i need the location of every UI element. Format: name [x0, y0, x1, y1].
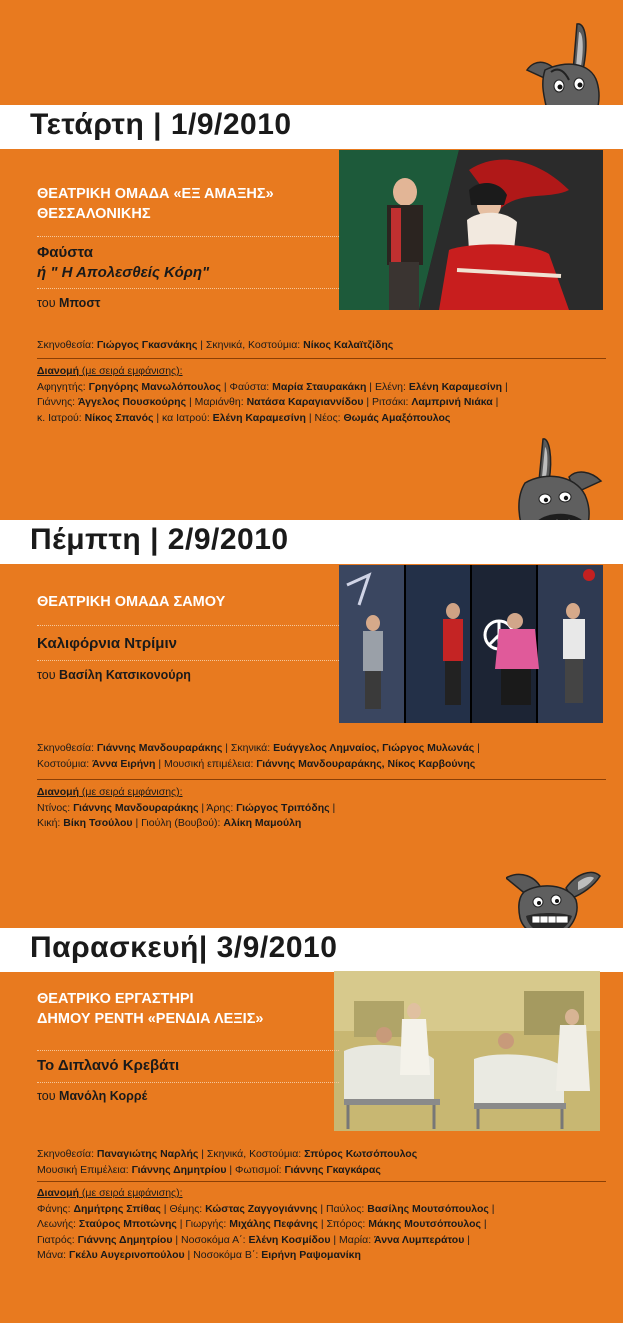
author-prefix: του — [37, 296, 56, 310]
cast-separator: | — [329, 801, 336, 814]
cast-actor: Βίκη Τσούλου — [63, 817, 133, 829]
cast-role: | Μαριάνθη: — [186, 396, 247, 408]
credits — [37, 1147, 417, 1178]
cast-title: Διανομή — [37, 786, 80, 798]
event-date: Τετάρτη | 1/9/2010 — [30, 108, 292, 141]
cast-line — [37, 1233, 495, 1249]
cast-role: Γιάννης: — [37, 396, 78, 408]
author-prefix: του — [37, 668, 56, 682]
cast-separator: | — [480, 1218, 487, 1230]
credit-person: Άννα Ειρήνη — [92, 757, 156, 770]
credit-person: Γιώργος Γκασνάκης — [96, 339, 198, 351]
cast-actor: Λαμπρινή Νιάκα — [411, 396, 493, 408]
cast-heading — [37, 1186, 495, 1202]
troupe-line: ΘΕΑΤΡΙΚΗ ΟΜΑΔΑ «ΕΞ ΑΜΑΞΗΣ» — [37, 186, 274, 202]
cast-role: Λεωνής: — [37, 1218, 79, 1230]
play-name: Φαύστα — [37, 244, 94, 261]
cast-title: Διανομή — [37, 365, 80, 377]
author-name: Μανόλη Κορρέ — [59, 1089, 148, 1103]
cast-actor: Άννα Λυμπεράτου — [374, 1233, 465, 1246]
date-bar — [0, 928, 623, 972]
credit-role: | Μουσική επιμέλεια: — [155, 757, 257, 770]
play-name: Το Διπλανό Κρεβάτι — [37, 1057, 180, 1074]
cast-line — [37, 1217, 495, 1233]
credit-role: Μουσική Επιμέλεια: — [37, 1163, 132, 1176]
credit-role: Κοστούμια: — [37, 757, 93, 770]
cast-role: Αφηγητής: — [37, 380, 89, 393]
cast-role: Κική: — [37, 817, 64, 829]
credit-separator: | — [474, 742, 480, 754]
cast-actor: Μαρία Σταυρακάκη — [272, 380, 367, 393]
cast-role: | Μαρία: — [330, 1233, 375, 1246]
cast-role: Μάνα: — [37, 1249, 69, 1261]
cast-role: | Ριτσάκι: — [363, 396, 412, 408]
cast-note: (με σειρά εμφάνισης): — [79, 786, 183, 798]
credit-line — [37, 1163, 417, 1179]
troupe-name — [37, 989, 263, 1029]
cast-line — [37, 1202, 495, 1218]
play-name: Καλιφόρνια Ντρίμιν — [37, 635, 177, 652]
troupe-line: ΘΕΣΣΑΛΟΝΙΚΗΣ — [37, 206, 151, 222]
author-line — [37, 1089, 147, 1103]
cast-role: | κα Ιατρού: — [153, 411, 213, 424]
cast-actor: Ελένη Κοσμίδου — [248, 1233, 331, 1246]
cast-line — [37, 1248, 495, 1264]
cast-actor: Γρηγόρης Μανωλόπουλος — [88, 380, 221, 393]
credit-role: | Σκηνικά, Κοστούμια: — [197, 339, 304, 351]
cast-actor: Γιάννης Δημητρίου — [77, 1233, 173, 1246]
cast-actor: Γιάννης Μανδουραράκης — [73, 801, 199, 814]
cast-actor: Μάκης Μουτσόπουλος — [368, 1218, 481, 1230]
cast-actor: Νίκος Σπανός — [84, 411, 154, 424]
cast-separator: | — [488, 1202, 495, 1215]
play-subtitle: ή " Η Απολεσθείς Κόρη" — [37, 264, 210, 281]
cast-actor: Ελένη Καραμεσίνη — [212, 411, 306, 424]
credit-person: Νίκος Καλαϊτζίδης — [303, 339, 394, 351]
cast-actor: Μιχάλης Πεφάνης — [229, 1218, 318, 1230]
cast-role: | Θέμης: — [160, 1202, 206, 1215]
divider — [37, 1082, 339, 1083]
cast-actor: Βασίλης Μουτσόπουλος — [367, 1202, 489, 1215]
troupe-line: ΘΕΑΤΡΙΚΟ ΕΡΓΑΣΤΗΡΙ — [37, 991, 194, 1007]
credit-role: | Φωτισμοί: — [226, 1163, 285, 1176]
cast-title: Διανομή — [37, 1187, 80, 1199]
credit-person: Γιάννης Μανδουραράκης, Νίκος Καρβούνης — [256, 757, 476, 770]
cast-separator: | — [464, 1233, 470, 1246]
cast-role: | Φαύστα: — [221, 380, 273, 393]
cast-actor: Κώστας Ζαγγογιάννης — [205, 1202, 318, 1215]
cast-role: Φάνης: — [37, 1202, 74, 1215]
cast-role: | Νοσοκόμα Α΄: — [172, 1233, 249, 1246]
credit-role: | Σκηνικά: — [222, 742, 274, 754]
credit-person: Γιάννης Μανδουραράκης — [96, 742, 223, 754]
credit-person: Σπύρος Κωτσόπουλος — [304, 1148, 418, 1160]
credit-role: Σκηνοθεσία: — [37, 339, 97, 351]
cast-role: | Σπόρος: — [317, 1218, 369, 1230]
cast-role: | Γιωργής: — [176, 1218, 230, 1230]
cast-actor: Ελένη Καραμεσίνη — [408, 380, 503, 393]
credit-role: | Σκηνικά, Κοστούμια: — [198, 1148, 305, 1160]
cast-role: | Νοσοκόμα Β΄: — [184, 1249, 262, 1261]
author-name: Μποστ — [59, 296, 101, 310]
troupe-line: ΔΗΜΟΥ ΡΕΝΤΗ «ΡΕΝΔΙΑ ΛΕΞΙΣ» — [37, 1011, 264, 1027]
cast-role: | Γιούλη (Βουβού): — [132, 817, 224, 829]
divider — [37, 1181, 606, 1182]
credit-person: Ευάγγελος Λημναίος, Γιώργος Μυλωνάς — [273, 742, 475, 754]
cast-list — [37, 1186, 495, 1264]
cast-role: Ντίνος: — [37, 801, 74, 814]
author-name: Βασίλη Κατσικονούρη — [59, 668, 191, 682]
troupe-line: ΘΕΑΤΡΙΚΗ ΟΜΑΔΑ ΣΑΜΟΥ — [37, 594, 226, 610]
cast-role: Γιατρός: — [37, 1233, 78, 1246]
cast-actor: Γιώργος Τριπόδης — [236, 801, 330, 814]
cast-actor: Ειρήνη Ραψομανίκη — [261, 1249, 361, 1261]
credit-person: Παναγιώτης Ναρλής — [96, 1148, 199, 1160]
cast-role: κ. Ιατρού: — [37, 411, 85, 424]
event-date: Παρασκευή| 3/9/2010 — [30, 931, 338, 964]
play-title — [37, 1056, 179, 1076]
cast-actor: Θωμάς Αμαξόπουλος — [343, 411, 451, 424]
cast-role: | Παύλος: — [317, 1202, 368, 1215]
divider — [37, 1050, 339, 1051]
credit-person: Γιάννης Γκαγκάρας — [284, 1163, 381, 1176]
cast-actor: Αλίκη Μαμούλη — [223, 817, 302, 829]
credit-line — [37, 1147, 417, 1163]
cast-actor: Άγγελος Πουσκούρης — [77, 396, 187, 408]
cast-note: (με σειρά εμφάνισης): — [79, 1187, 183, 1199]
cast-note: (με σειρά εμφάνισης): — [79, 365, 183, 377]
cast-actor: Γκέλυ Αυγερινοπούλου — [68, 1249, 185, 1261]
production-photo — [334, 971, 600, 1131]
cast-actor: Δημήτρης Σπίθας — [73, 1202, 161, 1215]
credit-role: Σκηνοθεσία: — [37, 742, 97, 754]
author-prefix: του — [37, 1089, 56, 1103]
credit-role: Σκηνοθεσία: — [37, 1148, 97, 1160]
cast-role: | Νέος: — [305, 411, 344, 424]
cast-role: | Άρης: — [198, 801, 237, 814]
cast-role: | Ελένη: — [366, 380, 409, 393]
cast-separator: | — [492, 396, 499, 408]
event-date: Πέμπτη | 2/9/2010 — [30, 523, 289, 556]
cast-separator: | — [502, 380, 508, 393]
cast-actor: Σταύρος Μποτώνης — [78, 1218, 177, 1230]
cast-actor: Νατάσα Καραγιαννίδου — [246, 396, 364, 408]
credit-person: Γιάννης Δημητρίου — [131, 1163, 227, 1176]
